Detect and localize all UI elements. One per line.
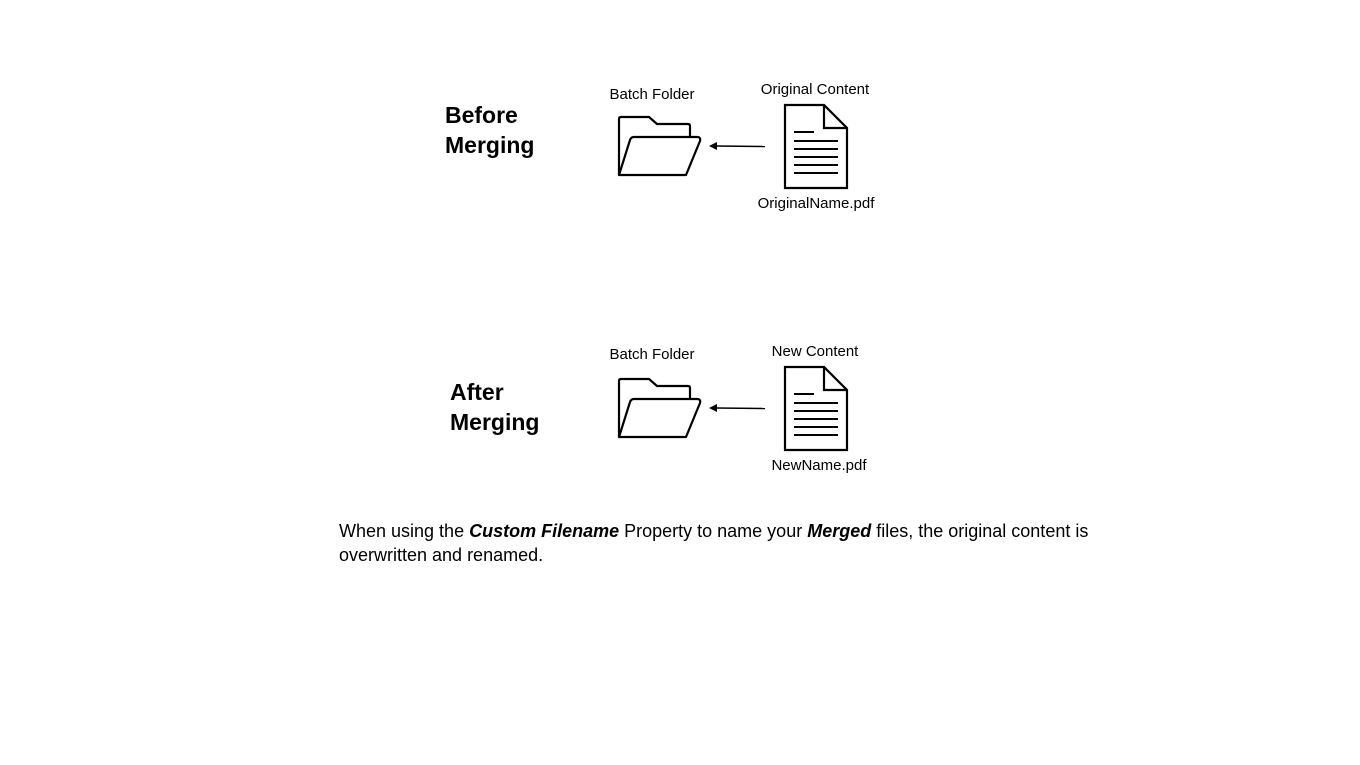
after-folder-label: Batch Folder bbox=[609, 346, 695, 363]
arrow-left-icon bbox=[706, 139, 768, 153]
caption-part3: files, the original content is overwritten and renamed. bbox=[339, 521, 1089, 565]
document-icon bbox=[782, 365, 850, 453]
after-content-label: New Content bbox=[771, 343, 859, 360]
after-title-line1: After bbox=[450, 379, 504, 405]
caption-text bbox=[339, 519, 1139, 567]
caption-emphasis-merged: Merged bbox=[807, 521, 872, 541]
after-merging-title bbox=[450, 377, 539, 437]
folder-icon bbox=[610, 110, 706, 182]
caption-part2: Property to name your bbox=[619, 521, 808, 541]
before-title-line1: Before bbox=[445, 102, 518, 128]
before-title-line2: Merging bbox=[445, 132, 535, 158]
folder-icon bbox=[610, 372, 706, 444]
before-content-label: Original Content bbox=[760, 81, 870, 98]
caption-emphasis-custom-filename: Custom Filename bbox=[469, 521, 620, 541]
document-icon bbox=[782, 103, 850, 191]
before-merging-title bbox=[445, 100, 534, 160]
after-title-line2: Merging bbox=[450, 409, 540, 435]
after-file-name: NewName.pdf bbox=[771, 457, 867, 474]
before-folder-label: Batch Folder bbox=[609, 86, 695, 103]
caption-part1: When using the bbox=[339, 521, 470, 541]
arrow-left-icon bbox=[706, 401, 768, 415]
before-file-name: OriginalName.pdf bbox=[757, 195, 875, 212]
